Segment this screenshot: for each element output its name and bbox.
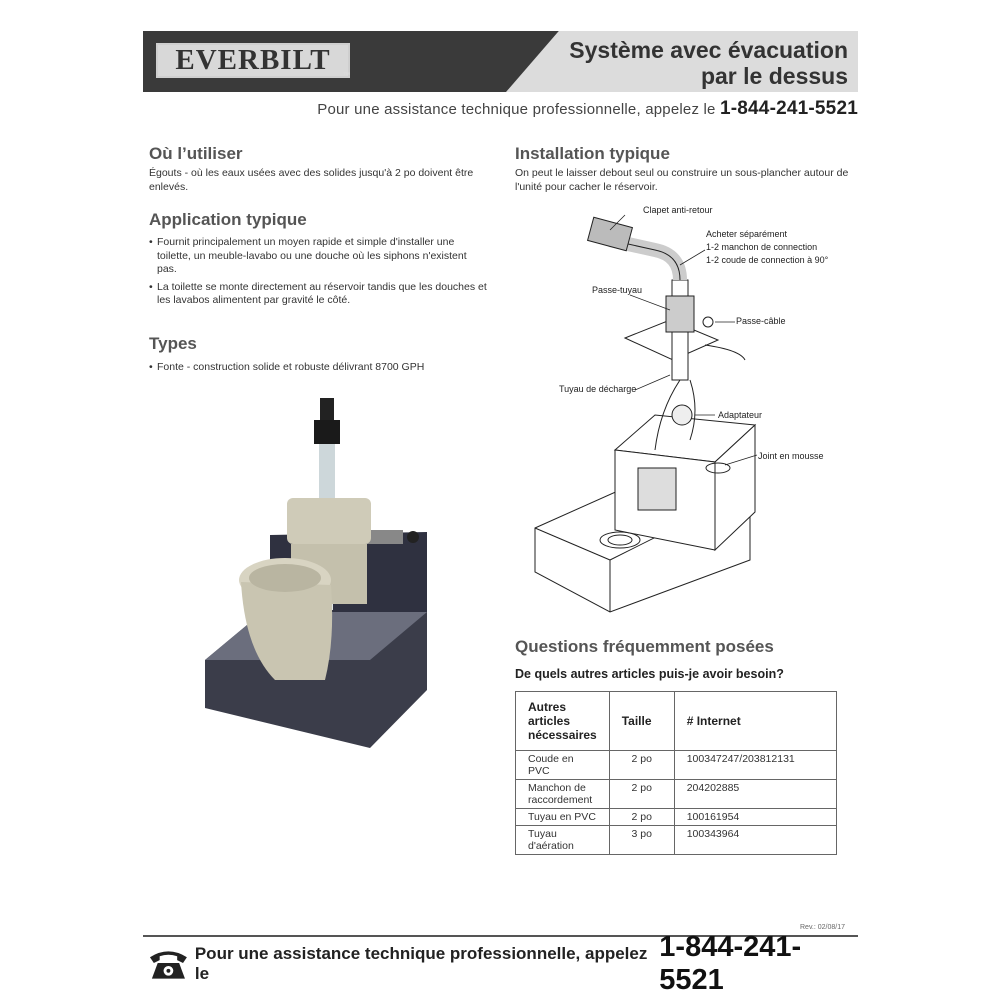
logo-text: EVERBILT xyxy=(175,44,331,76)
where-text: Égouts - où les eaux usées avec des solides jusqu'à 2 po doivent être enlevés. xyxy=(149,167,474,193)
table-cell: Manchon de raccordement xyxy=(516,780,610,809)
table-header-row xyxy=(516,692,837,751)
telephone-icon xyxy=(148,947,189,981)
table-cell: Tuyau en PVC xyxy=(516,809,610,826)
label-acheter-1: Acheter séparément xyxy=(706,229,788,239)
label-tuyau: Tuyau de décharge xyxy=(559,384,637,394)
table-cell: 2 po xyxy=(609,809,674,826)
page-title-line2: par le dessus xyxy=(700,63,848,89)
page-title xyxy=(569,37,848,89)
label-acheter-2: 1-2 manchon de connection xyxy=(706,242,818,252)
installation-text: On peut le laisser debout seul ou construire un sous-plancher autour de l'unité pour cacher le réservoir. xyxy=(515,167,849,193)
types-item: • Fonte - construction solide et robuste délivrant 8700 GPH xyxy=(149,361,479,375)
table-cell: 204202885 xyxy=(674,780,836,809)
table-cell: Tuyau d'aération xyxy=(516,826,610,855)
page-title-line1: Système avec évacuation xyxy=(569,37,848,63)
application-item: • Fournit principalement un moyen rapide et simple d'installer une toilette, un meuble-lavabo ou une douche où les siphons n'existent pas. xyxy=(149,236,489,277)
footer-text: Pour une assistance technique professionnelle, appelez le xyxy=(194,944,648,983)
product-image xyxy=(195,390,435,755)
footer-phone[interactable]: 1-844-241-5521 xyxy=(659,931,802,996)
parts-table xyxy=(515,691,837,855)
table-cell: Coude en PVC xyxy=(516,751,610,780)
column-header: Autres articles nécessaires xyxy=(516,692,610,751)
table-cell: 3 po xyxy=(609,826,674,855)
trademark-symbol: ™ xyxy=(343,72,350,79)
brand-logo xyxy=(156,43,350,78)
table-cell: 100347247/203812131 xyxy=(674,751,836,780)
assist-phone[interactable]: 1-844-241-5521 xyxy=(719,98,858,119)
table-row xyxy=(516,780,837,809)
label-passe-cable: Passe-câble xyxy=(736,316,786,326)
header-banner xyxy=(143,31,858,92)
table-cell: 2 po xyxy=(609,780,674,809)
label-passe-tuyau: Passe-tuyau xyxy=(592,285,643,295)
revision-date: Rev.: 02/08/17 xyxy=(800,924,846,931)
table-row xyxy=(516,751,837,780)
label-joint: Joint en mousse xyxy=(758,451,824,461)
column-header: # Internet xyxy=(674,692,836,751)
application-list xyxy=(149,236,489,312)
application-heading: Application typique xyxy=(149,210,307,229)
table-cell: 100161954 xyxy=(674,809,836,826)
footer xyxy=(148,931,860,996)
table-row xyxy=(516,809,837,826)
installation-heading: Installation typique xyxy=(515,144,670,163)
types-list xyxy=(149,361,479,379)
types-heading: Types xyxy=(149,334,197,353)
label-acheter-3: 1-2 coude de connection à 90° xyxy=(706,255,829,265)
application-item: • La toilette se monte directement au réservoir tandis que les douches et les lavabos alimentent par gravité le côté. xyxy=(149,281,489,308)
label-clapet: Clapet anti-retour xyxy=(643,205,713,215)
faq-question: De quels autres articles puis-je avoir besoin? xyxy=(515,667,784,681)
assist-text: Pour une assistance technique professionnelle, appelez le xyxy=(317,101,716,118)
table-row xyxy=(516,826,837,855)
where-heading: Où l’utiliser xyxy=(149,144,243,163)
table-cell: 100343964 xyxy=(674,826,836,855)
assist-line xyxy=(143,98,858,120)
label-adaptateur: Adaptateur xyxy=(718,410,763,420)
table-cell: 2 po xyxy=(609,751,674,780)
faq-heading: Questions fréquemment posées xyxy=(515,637,774,656)
column-header: Taille xyxy=(609,692,674,751)
